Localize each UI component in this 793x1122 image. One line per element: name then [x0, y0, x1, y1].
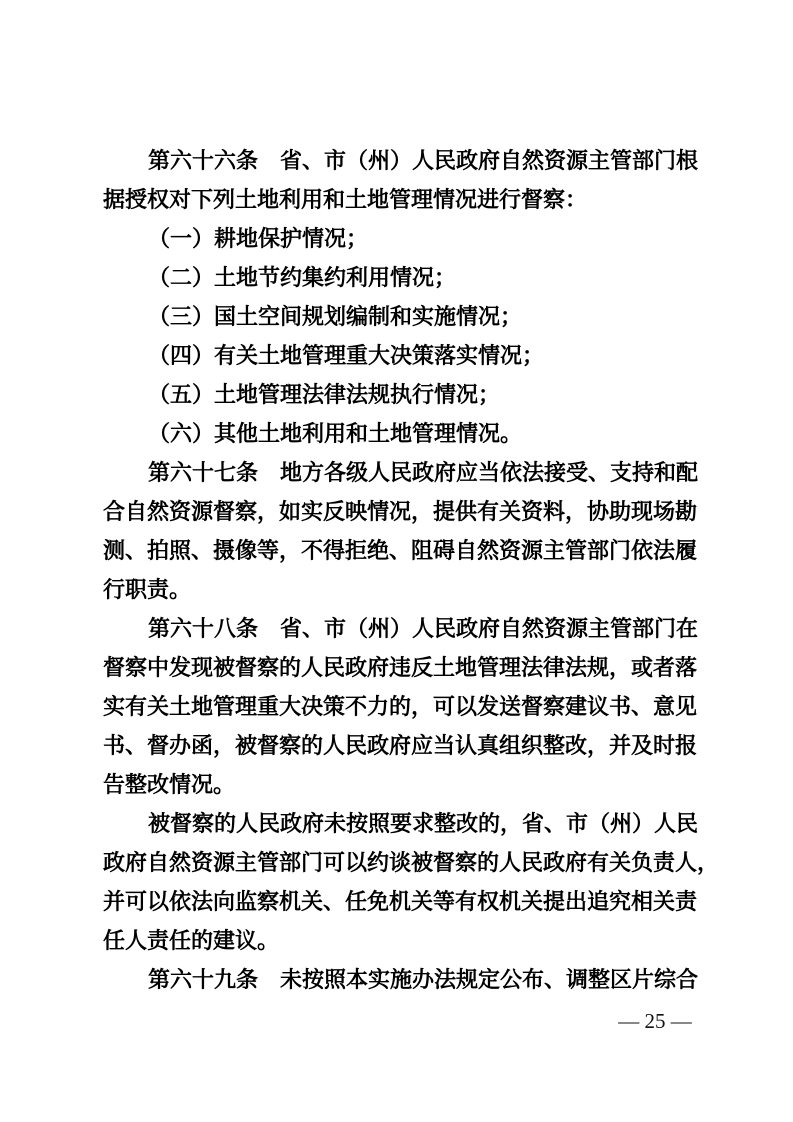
text-line: 行职责。	[103, 577, 192, 602]
text-line: 被督察的人民政府未按照要求整改的，省、市（州）人民	[148, 811, 699, 836]
text-line: 第六十六条 省、市（州）人民政府自然资源主管部门根	[148, 148, 699, 173]
text-line: （三）国土空间规划编制和实施情况；	[148, 304, 523, 329]
text-line: 并可以依法向监察机关、任免机关等有权机关提出追究相关责	[103, 889, 698, 914]
text-line: （二）土地节约集约利用情况；	[148, 265, 457, 290]
text-line: 第六十九条 未按照本实施办法规定公布、调整区片综合	[148, 967, 699, 992]
page-number: — 25 —	[618, 1009, 692, 1033]
text-line: （四）有关土地管理重大决策落实情况；	[148, 343, 545, 368]
text-line: 第六十七条 地方各级人民政府应当依法接受、支持和配	[148, 460, 699, 485]
text-line: 书、督办函，被督察的人民政府应当认真组织整改，并及时报	[103, 733, 698, 758]
text-block	[103, 141, 720, 999]
text-line: 第六十八条 省、市（州）人民政府自然资源主管部门在	[148, 616, 699, 641]
text-line: （六）其他土地利用和土地管理情况。	[148, 421, 523, 446]
text-line: 合自然资源督察，如实反映情况，提供有关资料，协助现场勘	[103, 499, 698, 524]
text-line: 任人责任的建议。	[103, 928, 280, 953]
text-line: 据授权对下列土地利用和土地管理情况进行督察：	[103, 187, 588, 212]
text-line: 测、拍照、摄像等，不得拒绝、阻碍自然资源主管部门依法履	[103, 538, 698, 563]
text-line: 政府自然资源主管部门可以约谈被督察的人民政府有关负责人，	[103, 850, 720, 875]
text-line: （一）耕地保护情况；	[148, 226, 369, 251]
text-line: （五）土地管理法律法规执行情况；	[148, 382, 501, 407]
text-line: 实有关土地管理重大决策不力的，可以发送督察建议书、意见	[103, 694, 698, 719]
text-line: 告整改情况。	[103, 772, 236, 797]
text-line: 督察中发现被督察的人民政府违反土地管理法律法规，或者落	[103, 655, 698, 680]
